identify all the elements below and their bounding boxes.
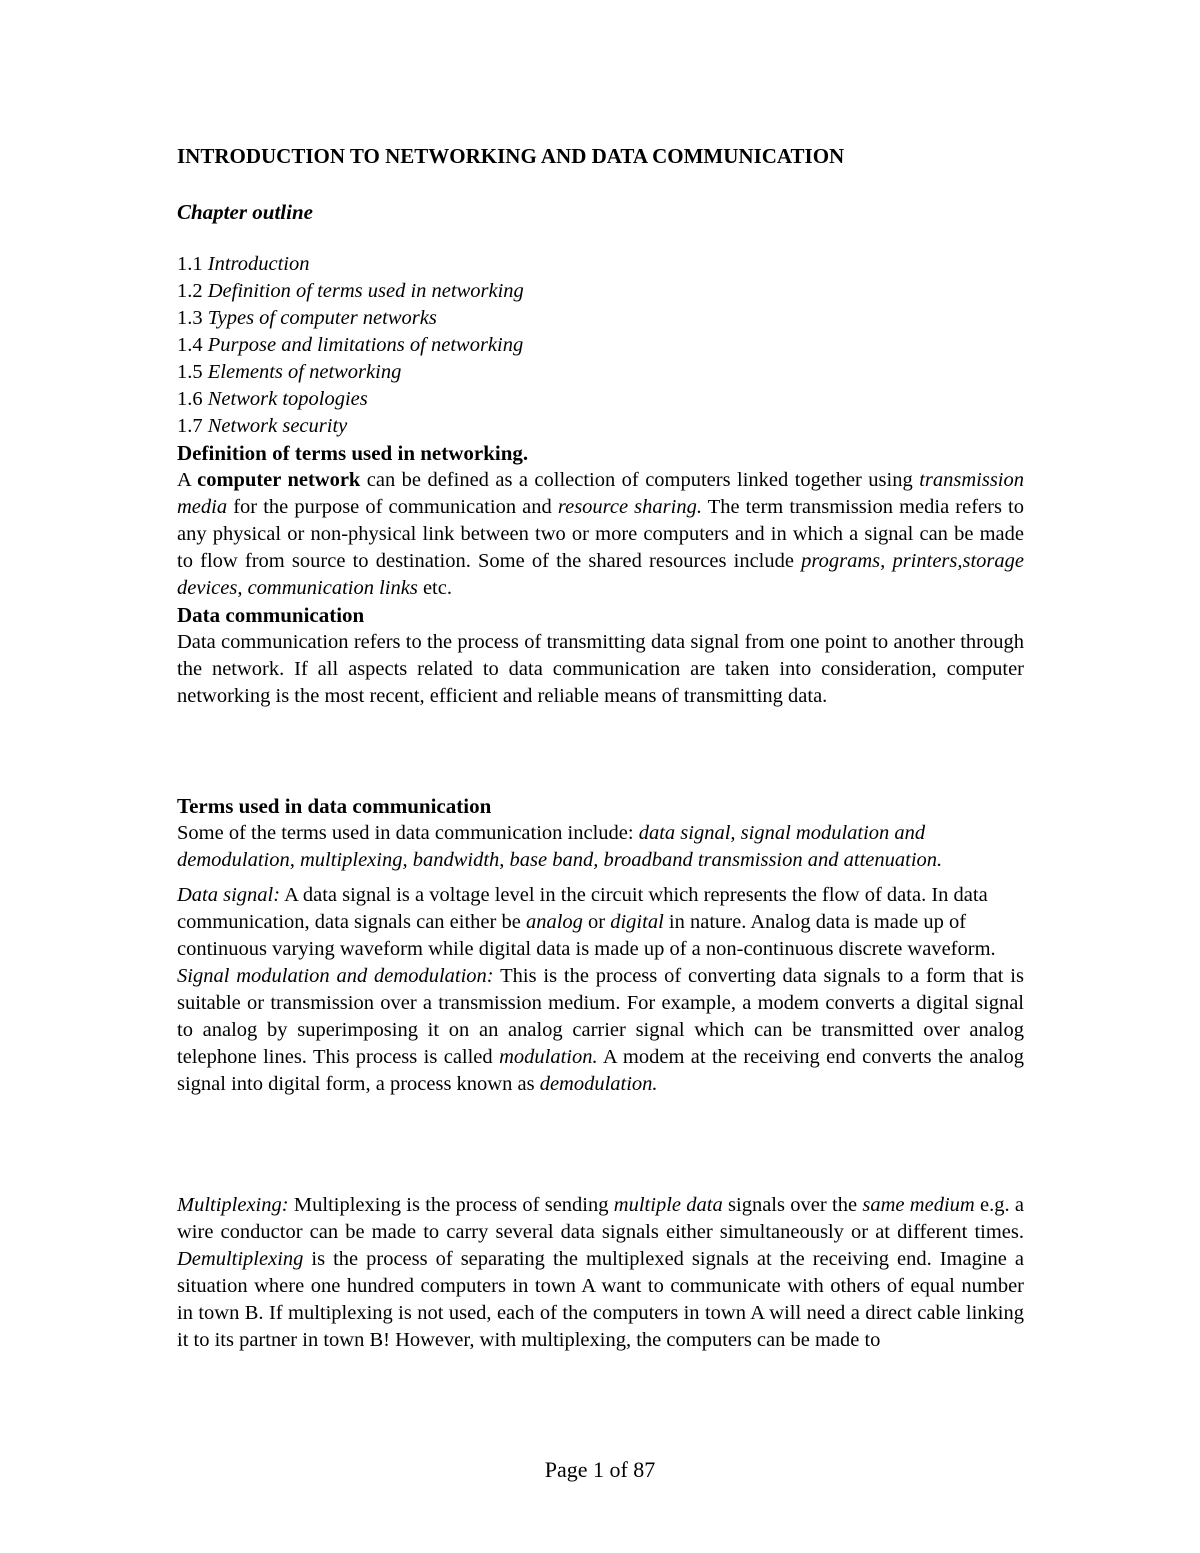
data-signal-paragraph [177, 882, 1024, 963]
term-computer-network: computer network [197, 469, 361, 491]
data-signal-label: Data signal: [177, 884, 281, 906]
outline-item-text: Types of computer networks [207, 307, 437, 329]
text-run: The term transmission media refers to any physical or non-physical link between two or more computers and in which a signal can be made to flow from source to destination. Some of the shared resources include [177, 496, 1024, 572]
term-analog: analog [525, 911, 583, 933]
outline-item-number: 1.2 [177, 280, 208, 302]
outline-item [177, 359, 524, 386]
term-demultiplexing: Demultiplexing [177, 1248, 304, 1270]
outline-item [177, 332, 524, 359]
outline-item-text: Introduction [207, 253, 310, 275]
outline-item [177, 305, 524, 332]
term-demodulation: demodulation. [539, 1073, 658, 1095]
outline-item-number: 1.3 [177, 307, 208, 329]
text-run: in nature. Analog data is made up of continuous varying waveform while digital data is made up of a non-continuous discrete waveform. [177, 911, 996, 960]
multiplexing-label: Multiplexing: [177, 1194, 289, 1216]
page-number-footer: Page 1 of 87 [544, 1457, 656, 1482]
outline-item [177, 413, 524, 440]
computer-network-paragraph [177, 467, 1024, 602]
terms-section [177, 793, 1024, 1098]
outline-item-number: 1.6 [177, 388, 208, 410]
term-resource-sharing: resource sharing. [557, 496, 702, 518]
text-run: or [582, 911, 611, 933]
chapter-outline-heading: Chapter outline [177, 200, 313, 224]
multiplexing-section [177, 1192, 1024, 1354]
outline-item-text: Definition of terms used in networking [207, 280, 524, 302]
data-communication-paragraph: Data communication refers to the process of transmitting data signal from one point to another through the network. If all aspects related to data communication are taken into consideration, computer networking is the most recent, efficient and reliable means of transmitting data. [177, 631, 1024, 707]
terms-heading: Terms used in data communication [177, 794, 492, 818]
data-communication-heading: Data communication [177, 603, 365, 627]
multiplexing-paragraph [177, 1192, 1024, 1354]
outline-item-text: Purpose and limitations of networking [207, 334, 524, 356]
term-digital: digital [610, 911, 664, 933]
term-multiple-data: multiple data [613, 1194, 723, 1216]
outline-item [177, 278, 524, 305]
outline-item-number: 1.5 [177, 361, 208, 383]
outline-item-text: Network topologies [207, 388, 368, 410]
modulation-label: Signal modulation and demodulation: [177, 965, 494, 987]
outline-item-number: 1.4 [177, 334, 208, 356]
modulation-paragraph [177, 963, 1024, 1098]
terms-list: data signal, signal modulation and demodulation, multiplexing, bandwidth, base band, broadband transmission and attenuation. [177, 822, 943, 871]
text-run: signals over the [722, 1194, 863, 1216]
outline-item [177, 251, 524, 278]
text-run: for the purpose of communication and [227, 496, 558, 518]
shared-resources-list: programs, printers,storage devices, communication links [177, 550, 1025, 599]
terms-intro-paragraph [177, 820, 1024, 874]
text-run: A modem at the receiving end converts the analog signal into digital form, a process known as [177, 1046, 1024, 1095]
definitions-section [177, 440, 1024, 710]
text-run: e.g. a wire conductor can be made to carry several data signals either simultaneously or at different times. [177, 1194, 1024, 1243]
definitions-heading: Definition of terms used in networking. [177, 441, 529, 465]
text-run: This is the process of converting data signals to a form that is suitable or transmission over a transmission medium. For example, a modem converts a digital signal to analog by superimposing it on an analog carrier signal which can be transmitted over analog telephone lines. This process is called [177, 965, 1024, 1068]
text-run: is the process of separating the multiplexed signals at the receiving end. Imagine a situation where one hundred computers in town A want to communicate with others of equal number in town B. If multiplexing is not used, each of the computers in town A will need a direct cable linking it to its partner in town B! However, with multiplexing, the computers can be made to [177, 1248, 1024, 1351]
outline-item-text: Network security [207, 415, 348, 437]
chapter-outline-list [177, 251, 524, 440]
text-run: A data signal is a voltage level in the circuit which represents the flow of data. In data communication, data signals can either be [177, 884, 988, 933]
outline-item [177, 386, 524, 413]
term-same-medium: same medium [862, 1194, 975, 1216]
outline-item-text: Elements of networking [207, 361, 402, 383]
outline-item-number: 1.7 [177, 415, 208, 437]
text-run: Some of the terms used in data communication include: [177, 822, 639, 844]
document-title: INTRODUCTION TO NETWORKING AND DATA COMMUNICATION [177, 144, 845, 168]
text-run: A [177, 469, 198, 491]
term-transmission-media: transmission media [177, 469, 1024, 518]
outline-item-number: 1.1 [177, 253, 208, 275]
term-modulation: modulation. [499, 1046, 598, 1068]
text-run: can be defined as a collection of computers linked together using [360, 469, 920, 491]
text-run: etc. [417, 577, 452, 599]
text-run: Multiplexing is the process of sending [288, 1194, 614, 1216]
